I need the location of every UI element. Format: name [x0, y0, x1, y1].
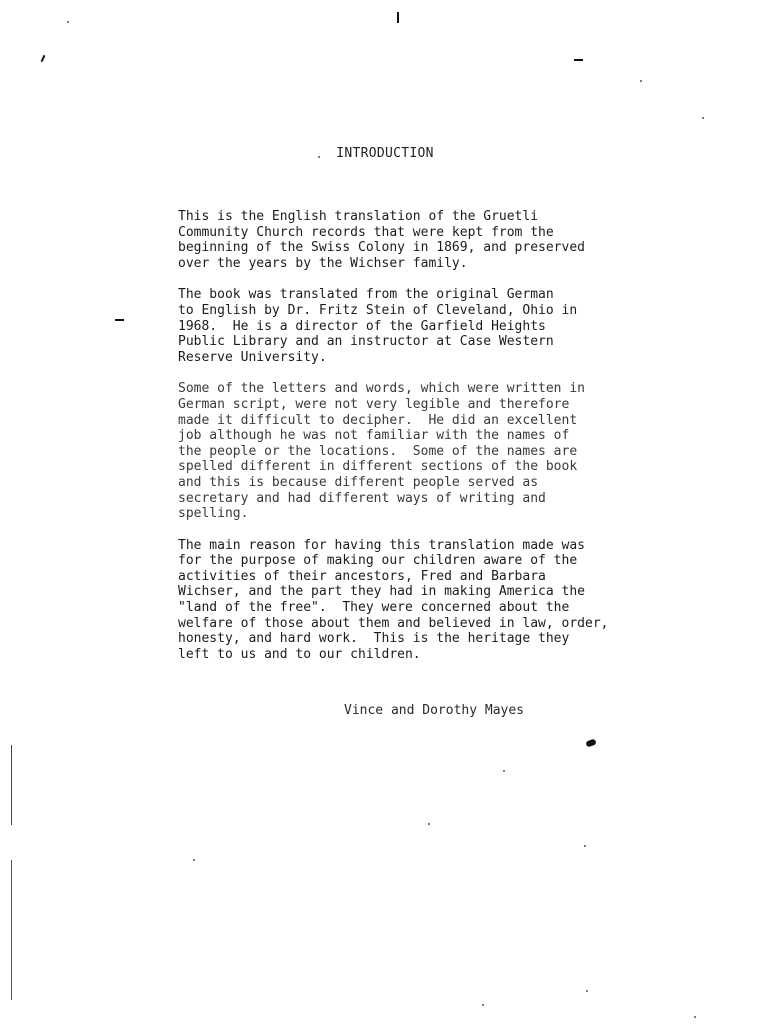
scan-mark-dash-left [115, 319, 124, 321]
scan-dot [584, 845, 586, 847]
page-title: INTRODUCTION [336, 146, 434, 161]
scan-edge-left-1 [11, 745, 12, 825]
body-text [178, 209, 698, 678]
scan-dot [318, 156, 320, 158]
scan-dot [694, 1016, 696, 1018]
scan-dot [640, 80, 642, 82]
paragraph-1: This is the English translation of the Gruetli Community Church records that were kept from the beginning of the Swiss Colony in 1869, and preserved over the years by the Wichser family. [178, 209, 585, 271]
scan-mark-top-left [41, 55, 46, 62]
signature: Vince and Dorothy Mayes [344, 703, 525, 718]
scan-dot [503, 770, 505, 772]
paragraph-4: The main reason for having this translation made was for the purpose of making our children aware of the activities of their ancestors, Fred and Barbara Wichser, and the part they had in making America the "land of the free". They were concerned about the welfare of those about them and believed in law, order, honesty, and hard work. This is the heritage they left to us and to our children. [178, 537, 609, 662]
scan-mark-dash-top-right [574, 59, 583, 61]
scan-dot [428, 823, 430, 825]
scan-dot [193, 859, 195, 861]
paragraph-2: The book was translated from the original German to English by Dr. Fritz Stein of Cleveland, Ohio in 1968. He is a director of the Garfield Heights Public Library and an instructor at Case Western Reserve University. [178, 287, 578, 365]
scan-dot [702, 117, 704, 119]
scan-dot [67, 21, 69, 23]
scan-mark-top [397, 12, 399, 23]
scan-dot [586, 990, 588, 992]
scan-dot [482, 1004, 484, 1006]
scan-edge-left-2 [11, 860, 12, 1000]
paragraph-3: Some of the letters and words, which were written in German script, were not very legible and therefore made it difficult to decipher. He did an excellent job although he was not familiar with the names of the people or the locations. Some of the names are spelled different in different sections of the book and this is because different people served as secretary and had different ways of writing and spelling. [178, 381, 585, 522]
scan-mark-blot [585, 738, 596, 747]
